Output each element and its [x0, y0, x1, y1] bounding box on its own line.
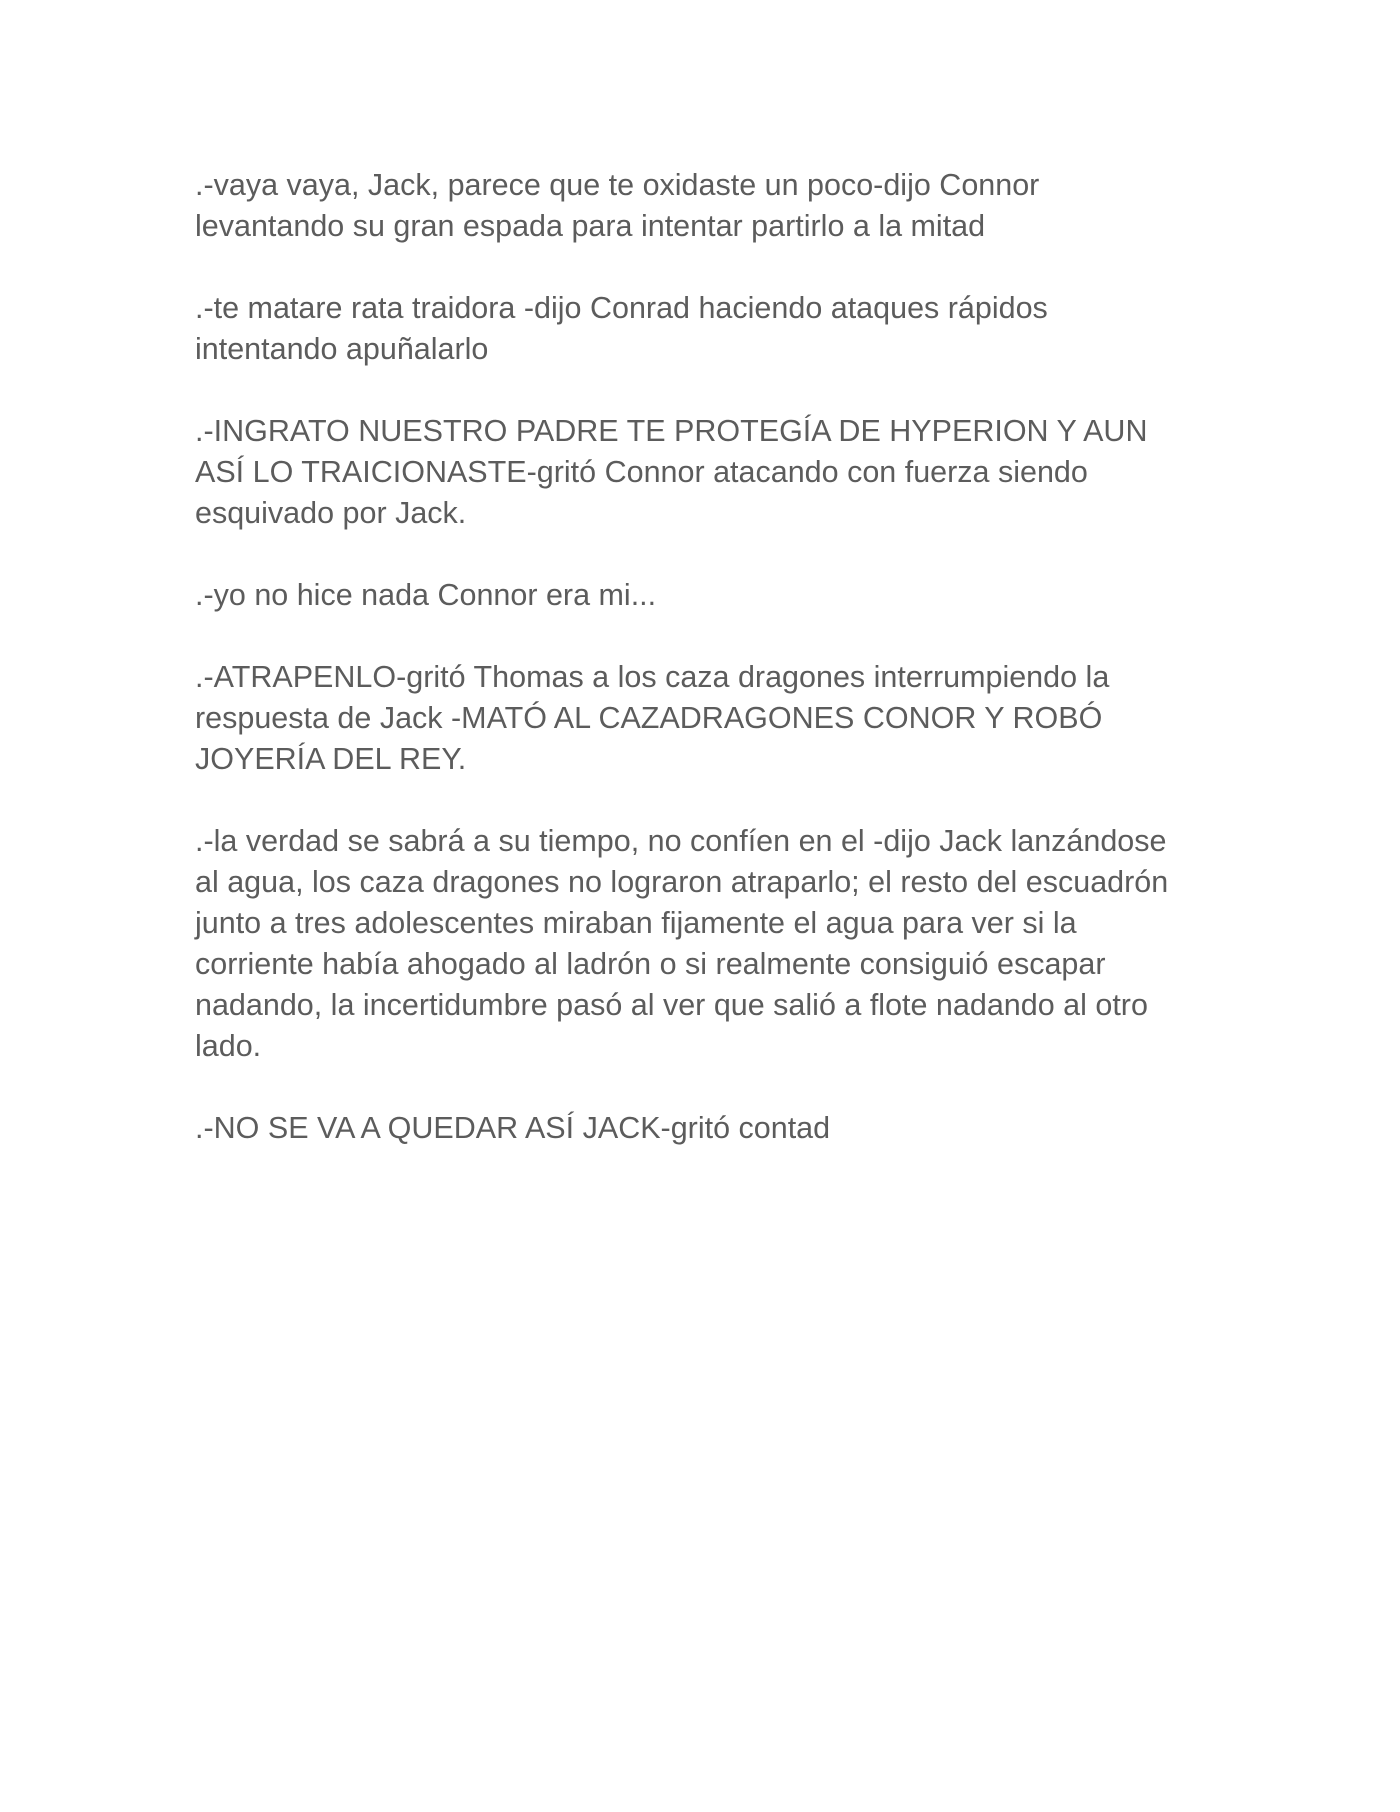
paragraph: .-la verdad se sabrá a su tiempo, no confíen en el -dijo Jack lanzándose al agua, los caza dragones no lograron atraparlo; el resto del escuadrón junto a tres adolescentes miraban fijamente el agua para ver si la corriente había ahogado al ladrón o si realmente consiguió escapar nadando, la incertidumbre pasó al ver que salió a flote nadando al otro lado.: [195, 824, 1169, 1063]
paragraph: .-NO SE VA A QUEDAR ASÍ JACK-gritó contad: [195, 1111, 831, 1145]
paragraph: .-yo no hice nada Connor era mi...: [195, 578, 657, 612]
document-body: [195, 165, 1215, 1190]
paragraph: .-INGRATO NUESTRO PADRE TE PROTEGÍA DE HYPERION Y AUN ASÍ LO TRAICIONASTE-gritó Connor atacando con fuerza siendo esquivado por Jack.: [195, 414, 1148, 530]
paragraph: .-vaya vaya, Jack, parece que te oxidaste un poco-dijo Connor levantando su gran espada para intentar partirlo a la mitad: [195, 168, 1040, 243]
paragraph: .-te matare rata traidora -dijo Conrad haciendo ataques rápidos intentando apuñalarlo: [195, 291, 1048, 366]
paragraph: .-ATRAPENLO-gritó Thomas a los caza dragones interrumpiendo la respuesta de Jack -MATÓ AL CAZADRAGONES CONOR Y ROBÓ JOYERÍA DEL REY.: [195, 660, 1110, 776]
